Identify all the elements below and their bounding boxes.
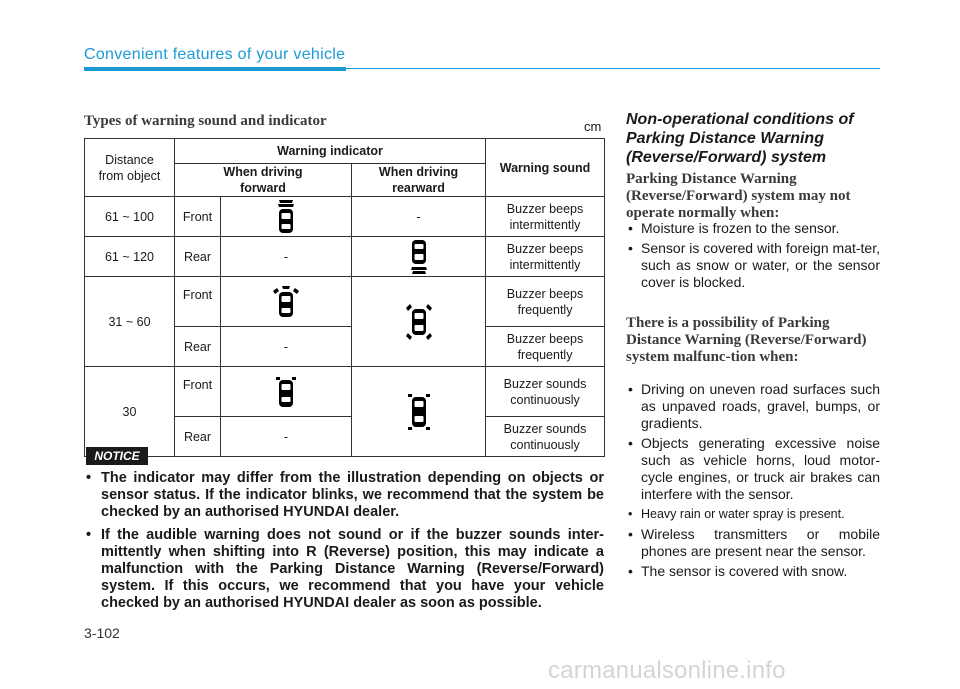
forward-cell bbox=[221, 277, 352, 327]
section-title: Convenient features of your vehicle bbox=[84, 46, 346, 63]
page-number: 3-102 bbox=[84, 625, 120, 641]
distance-cell: 61 ~ 100 bbox=[85, 197, 175, 237]
rearward-cell bbox=[352, 367, 486, 457]
notice-list bbox=[84, 470, 604, 618]
unit-label: cm bbox=[584, 119, 602, 134]
side-cell: Front bbox=[175, 197, 221, 237]
sound-cell: Buzzer beeps frequently bbox=[486, 277, 605, 327]
header-distance: Distance from object bbox=[85, 139, 175, 197]
car-all-close-icon bbox=[407, 393, 431, 431]
sound-cell: Buzzer sounds continuously bbox=[486, 367, 605, 417]
subheading-malfunction: There is a possibility of Parking Distance Warning (Reverse/Forward) system malfunc-tion when: bbox=[626, 315, 867, 365]
subheading-not-operate: Parking Distance Warning (Reverse/Forward) system may not operate normally when: bbox=[626, 171, 851, 221]
table-row bbox=[85, 197, 605, 237]
car-front-sensor-icon bbox=[276, 200, 296, 234]
list-malfunction bbox=[626, 381, 880, 583]
header-forward: When driving forward bbox=[175, 164, 352, 197]
side-cell: Rear bbox=[175, 327, 221, 367]
forward-cell: - bbox=[221, 417, 352, 457]
distance-cell: 61 ~ 120 bbox=[85, 237, 175, 277]
list-item: • Sensor is covered with foreign mat-ter, such as snow or water, or the sensor cover is blocked. bbox=[626, 240, 880, 291]
table-row bbox=[85, 277, 605, 327]
list-item: • Objects generating excessive noise such as vehicle horns, loud motor-cycle engines, or truck air brakes can interfere with the sensor. bbox=[626, 435, 880, 503]
car-all-corners-icon bbox=[404, 301, 434, 343]
side-cell: Rear bbox=[175, 417, 221, 457]
sound-cell: Buzzer beeps intermittently bbox=[486, 237, 605, 277]
warning-table bbox=[84, 138, 605, 457]
rearward-cell: - bbox=[352, 197, 486, 237]
forward-cell bbox=[221, 197, 352, 237]
section-rule-thin bbox=[346, 68, 880, 69]
list-item: • Heavy rain or water spray is present. bbox=[626, 506, 880, 523]
table-row bbox=[85, 367, 605, 417]
forward-cell bbox=[221, 367, 352, 417]
sound-cell: Buzzer beeps frequently bbox=[486, 327, 605, 367]
rearward-cell bbox=[352, 277, 486, 367]
side-cell: Front bbox=[175, 277, 221, 327]
table-row bbox=[85, 237, 605, 277]
car-front-corners-icon bbox=[272, 286, 300, 318]
list-item: • The sensor is covered with snow. bbox=[626, 563, 880, 580]
notice-item: • If the audible warning does not sound or if the buzzer sounds inter-mittently when shifting into R (Reverse) position, this may indicate a malfunction with the Parking Distance Warning (Reverse/Forward) system. If this occurs, we recommend that you have your vehicle checked by an authorised HYUNDAI dealer as soon as possible. bbox=[84, 527, 604, 612]
side-cell: Rear bbox=[175, 237, 221, 277]
section-rule bbox=[84, 67, 346, 71]
side-cell: Front bbox=[175, 367, 221, 417]
list-not-operate bbox=[626, 220, 880, 294]
car-front-close-icon bbox=[274, 376, 298, 408]
sound-cell: Buzzer sounds continuously bbox=[486, 417, 605, 457]
watermark: carmanualsonline.info bbox=[548, 657, 786, 684]
notice-item: • The indicator may differ from the illustration depending on objects or sensor status. If the indicator blinks, we recommend that the system be checked by an authorised HYUNDAI dealer. bbox=[84, 470, 604, 521]
list-item: • Wireless transmitters or mobile phones are present near the sensor. bbox=[626, 526, 880, 560]
right-heading: Non-operational conditions of Parking Distance Warning (Reverse/Forward) system bbox=[626, 111, 854, 166]
forward-cell: - bbox=[221, 237, 352, 277]
list-item: • Moisture is frozen to the sensor. bbox=[626, 220, 880, 237]
list-item: • Driving on uneven road surfaces such as unpaved roads, gravel, bumps, or gradients. bbox=[626, 381, 880, 432]
car-rear-sensor-icon bbox=[409, 240, 429, 274]
table-title: Types of warning sound and indicator bbox=[84, 113, 327, 129]
distance-cell: 30 bbox=[85, 367, 175, 457]
forward-cell: - bbox=[221, 327, 352, 367]
distance-cell: 31 ~ 60 bbox=[85, 277, 175, 367]
sound-cell: Buzzer beeps intermittently bbox=[486, 197, 605, 237]
header-sound: Warning sound bbox=[486, 139, 605, 197]
notice-badge: NOTICE bbox=[86, 447, 148, 465]
header-indicator: Warning indicator bbox=[175, 139, 486, 164]
rearward-cell bbox=[352, 237, 486, 277]
header-rearward: When driving rearward bbox=[352, 164, 486, 197]
